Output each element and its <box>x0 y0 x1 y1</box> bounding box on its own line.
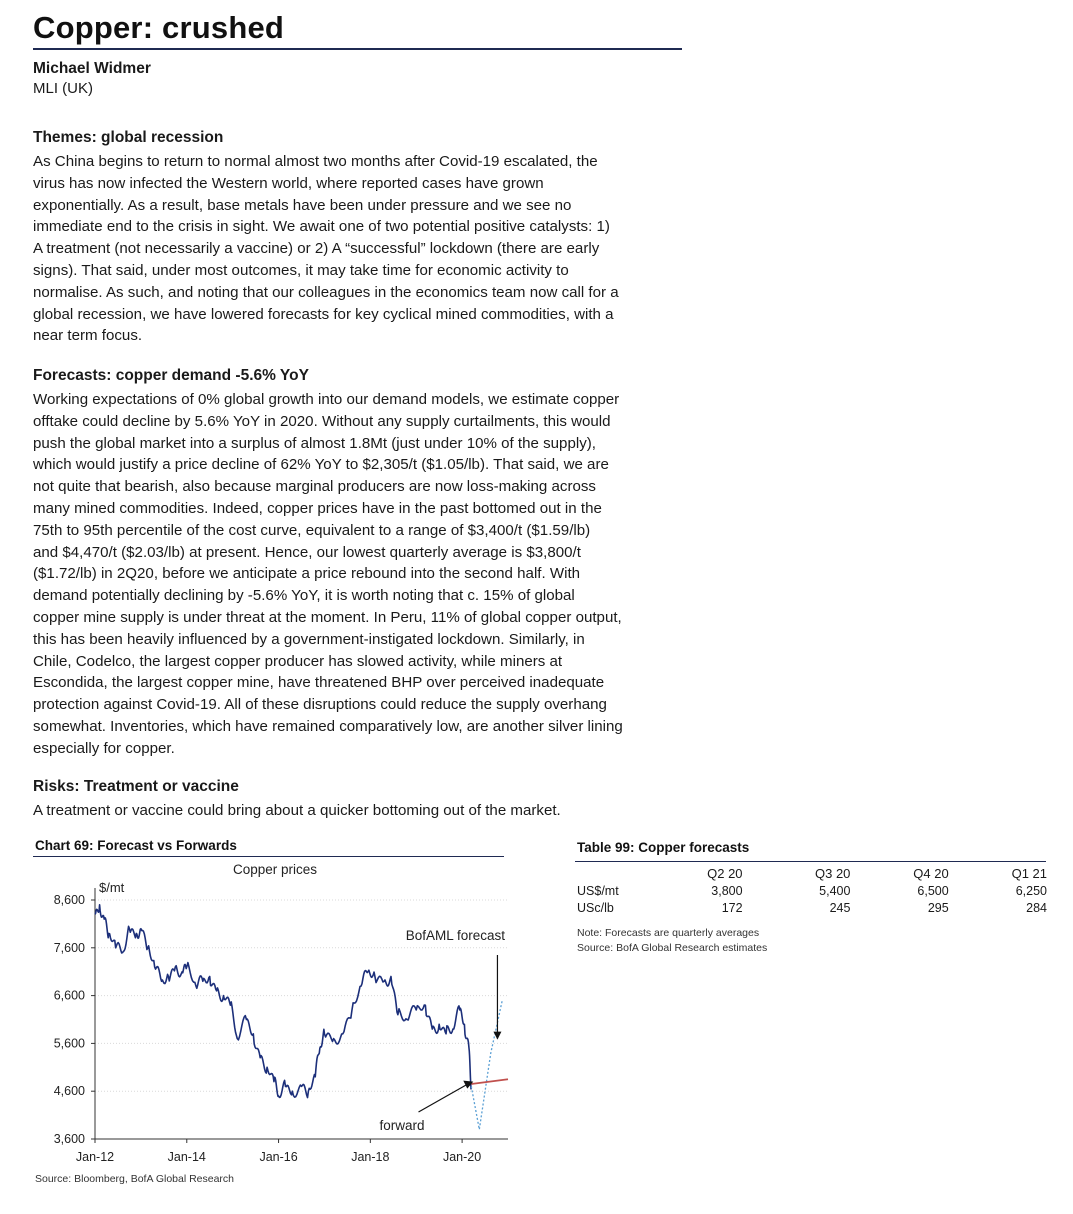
table-note: Note: Forecasts are quarterly averages <box>577 927 760 939</box>
section-heading-themes: Themes: global recession <box>33 129 224 146</box>
table-cell: USc/lb <box>577 900 614 915</box>
section-heading-risks: Risks: Treatment or vaccine <box>33 778 239 795</box>
chart-title: Copper prices <box>232 862 318 877</box>
section-body-risks: A treatment or vaccine could bring about a quicker bottoming out of the market. <box>33 802 561 819</box>
forward-arrow-line <box>419 1083 471 1112</box>
table-caption-rule <box>575 861 1046 862</box>
y-tick-label: 3,600 <box>53 1132 85 1146</box>
table-cell: 5,400 <box>819 883 851 898</box>
section-body-themes: As China begins to return to normal almost two months after Covid-19 escalated, the virus has now infected the Western world, where reported cases have grown exponentially. As a result, base metals have been under pressure and we see no immediate end to the crisis in sight. We await one of two potential positive catalysts: 1) A treatment (not necessarily a vaccine) or 2) A “successful” lockdown (there are early signs). That said, under most outcomes, it may take time for economic activity to normalise. As such, and noting that our colleagues in the economics team now call for a global recession, we have lowered forecasts for key cyclical mined commodities, with a near term focus. <box>33 153 619 345</box>
table-header-cell: Q4 20 <box>913 866 949 881</box>
y-tick-label: 5,600 <box>53 1036 85 1051</box>
chart-caption: Chart 69: Forecast vs Forwards <box>35 838 237 853</box>
page-title: Copper: crushed <box>33 10 285 45</box>
table-cell: US$/mt <box>577 883 619 898</box>
copper-price-chart <box>30 858 515 1168</box>
section-heading-forecasts: Forecasts: copper demand -5.6% YoY <box>33 367 309 384</box>
table-cell: 6,250 <box>1015 883 1047 898</box>
forecast-table <box>577 865 1047 916</box>
x-tick-label: Jan-14 <box>167 1150 206 1164</box>
x-tick-label: Jan-16 <box>259 1150 298 1164</box>
y-axis-unit-label: $/mt <box>99 880 125 895</box>
chart-caption-rule <box>33 856 504 857</box>
author-name: Michael Widmer <box>33 60 151 77</box>
x-tick-label: Jan-20 <box>442 1150 482 1164</box>
y-tick-label: 4,600 <box>53 1084 85 1099</box>
table-header-cell: Q2 20 <box>707 866 743 881</box>
x-tick-label: Jan-18 <box>351 1150 390 1164</box>
table-header-cell: Q3 20 <box>815 866 851 881</box>
author-affiliation: MLI (UK) <box>33 80 93 97</box>
x-tick-label: Jan-12 <box>75 1150 115 1164</box>
table-header-cell: Q1 21 <box>1011 866 1047 881</box>
table-cell: 6,500 <box>917 883 949 898</box>
forward-curve-line <box>471 1079 508 1084</box>
title-rule <box>33 48 682 50</box>
table-header-cell <box>577 865 680 882</box>
chart-source: Source: Bloomberg, BofA Global Research <box>35 1173 235 1185</box>
section-body-forecasts: Working expectations of 0% global growth into our demand models, we estimate copper offtake could decline by 5.6% YoY in 2020. Without any supply curtailments, this would push the global market into a surplus of almost 1.8Mt (just under 10% of the supply), which would justify a price decline of 62% YoY to $2,305/t ($1.05/lb). That said, we are not quite that bearish, also because marginal producers are now loss-making across many mined commodities. Indeed, copper prices have in the past bottomed out in the 75th to 95th percentile of the cost curve, equivalent to a range of $3,400/t ($1.59/lb) and $4,470/t ($2.03/lb) at present. Hence, our lowest quarterly average is $3,800/t ($1.72/lb) in 2Q20, before we anticipate a price rebound into the second half. With demand potentially declining by -5.6% YoY, it is worth noting that c. 15% of global copper mine supply is under threat at the moment. In Peru, 11% of global copper output, this has been heavily influenced by a government-instigated lockdown. Similarly, in Chile, Codelco, the largest copper producer has slowed activity, while miners at Escondida, the largest copper mine, have threatened BHP over perceived inadequate protection against Covid-19. All of these disruptions could reduce the supply overhang somewhat. Inventories, which have remained comparatively low, are another silver lining especially for copper. <box>33 391 623 757</box>
forecast-arrowhead <box>493 1032 501 1040</box>
y-tick-label: 7,600 <box>53 940 85 955</box>
table-cell: 172 <box>721 900 743 915</box>
table-header-row <box>577 865 1047 882</box>
table-cell: 245 <box>829 900 851 915</box>
table-cell: 3,800 <box>711 883 743 898</box>
y-tick-label: 6,600 <box>53 988 85 1003</box>
forward-annotation: forward <box>379 1118 425 1133</box>
table-source: Source: BofA Global Research estimates <box>577 942 768 954</box>
table-caption: Table 99: Copper forecasts <box>577 840 750 855</box>
table-cell: 295 <box>927 900 949 915</box>
forecast-annotation: BofAML forecast <box>405 928 505 943</box>
table-row <box>577 882 1047 899</box>
y-tick-label: 8,600 <box>53 893 85 907</box>
table-cell: 284 <box>1026 900 1047 915</box>
table-row <box>577 899 1047 916</box>
